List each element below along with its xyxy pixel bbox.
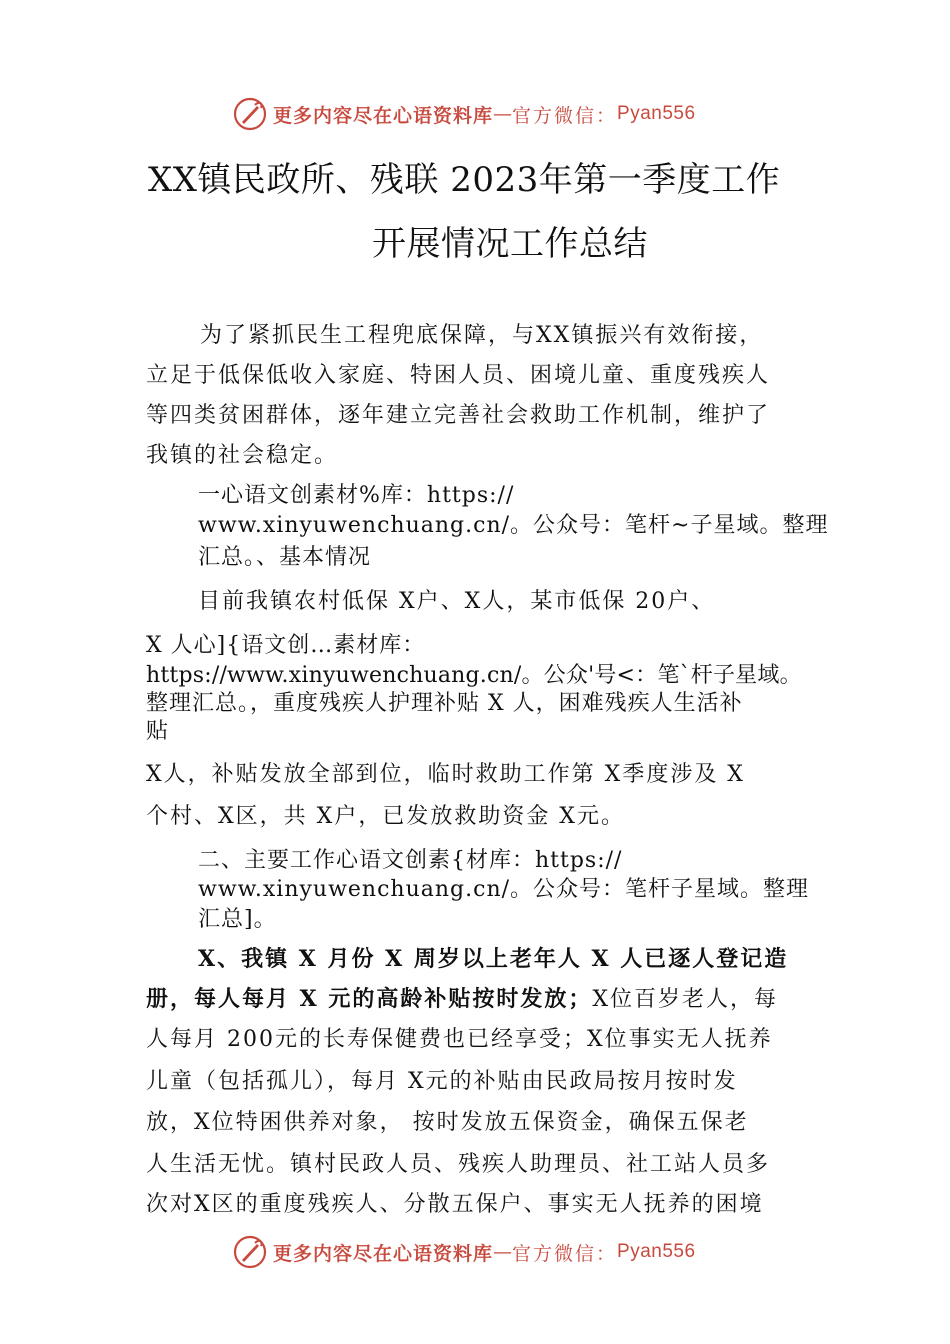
banner-wechat-label: 官方微信： [512,1242,618,1265]
bold-paragraph-line: X、我镇 X 月份 X 周岁以上老年人 X 人已逐人登记造 [198,946,789,972]
header-banner [233,97,696,131]
banner-dash: — [493,1241,513,1263]
paragraph-line: X人，补贴发放全部到位，临时救助工作第 X季度涉及 X [146,762,745,787]
bold-run: 册，每人每月 X 元的高龄补贴按时发放； [146,986,593,1012]
paragraph-line: 次对X区的重度残疾人、分散五保户、事实无人抚养的困境 [146,1192,764,1217]
paragraph-line: 我镇的社会稳定。 [146,443,339,468]
paragraph-line: 放，X位特困供养对象， 按时发放五保资金，确保五保老 [146,1110,749,1135]
page-title-line-2: 开展情况工作总结 [372,224,648,264]
paragraph-line: 目前我镇农村低保 X户、X人，某市低保 20户、 [198,589,716,614]
paragraph-line: 等四类贫困群体，逐年建立完善社会救助工作机制，维护了 [146,403,771,428]
banner-dash: — [493,103,513,125]
paragraph-line: 个村、X区，共 X户，已发放救助资金 X元。 [146,804,625,829]
paragraph-line: https://www.xinyuwenchuang.cn/。公众'号<：笔`杆子星域。 [146,663,802,688]
paragraph-line: X 人心]{语文创…素材库： [146,633,426,658]
banner-text: 更多内容尽在心语资料库 [273,104,494,127]
quill-pen-logo-icon [233,97,267,131]
section-heading-line: 一心语文创素材%库：https:// [198,483,515,508]
paragraph-line: 人生活无忧。镇村民政人员、残疾人助理员、社工站人员多 [146,1152,771,1177]
section-heading-line: 汇总。、基本情况 [198,545,372,570]
section-heading-line: 汇总]。 [198,907,277,932]
paragraph-line: 整理汇总。，重度残疾人护理补贴 X 人，困难残疾人生活补 [146,691,743,716]
section-heading-line: www.xinyuwenchuang.cn/。公众号：笔杆子星域。整理 [198,877,810,902]
banner-wechat-id: Pyan556 [617,1241,696,1262]
paragraph-line: 贴 [146,719,170,744]
footer-banner [233,1235,696,1269]
banner-wechat-id: Pyan556 [617,103,696,124]
banner-wechat-label: 官方微信： [512,104,618,127]
section-heading-line: www.xinyuwenchuang.cn/。公众号：笔杆~子星域。整理 [198,513,829,538]
paragraph-line [146,982,778,1013]
page-title-line-1: XX镇民政所、残联 2023年第一季度工作 [148,160,781,200]
banner-text: 更多内容尽在心语资料库 [273,1242,494,1265]
section-heading-line: 二、主要工作心语文创素{材库：https:// [198,848,623,873]
paragraph-line: 为了紧抓民生工程兜底保障，与XX镇振兴有效衔接， [200,323,764,348]
paragraph-line: 人每月 200元的长寿保健费也已经享受；X位事实无人抚养 [146,1027,773,1052]
paragraph-line: 儿童（包括孤儿），每月 X元的补贴由民政局按月按时发 [146,1069,738,1094]
paragraph-line: 立足于低保低收入家庭、特困人员、困境儿童、重度残疾人 [146,363,771,388]
normal-run: X位百岁老人，每 [592,987,779,1012]
quill-pen-logo-icon [233,1235,267,1269]
